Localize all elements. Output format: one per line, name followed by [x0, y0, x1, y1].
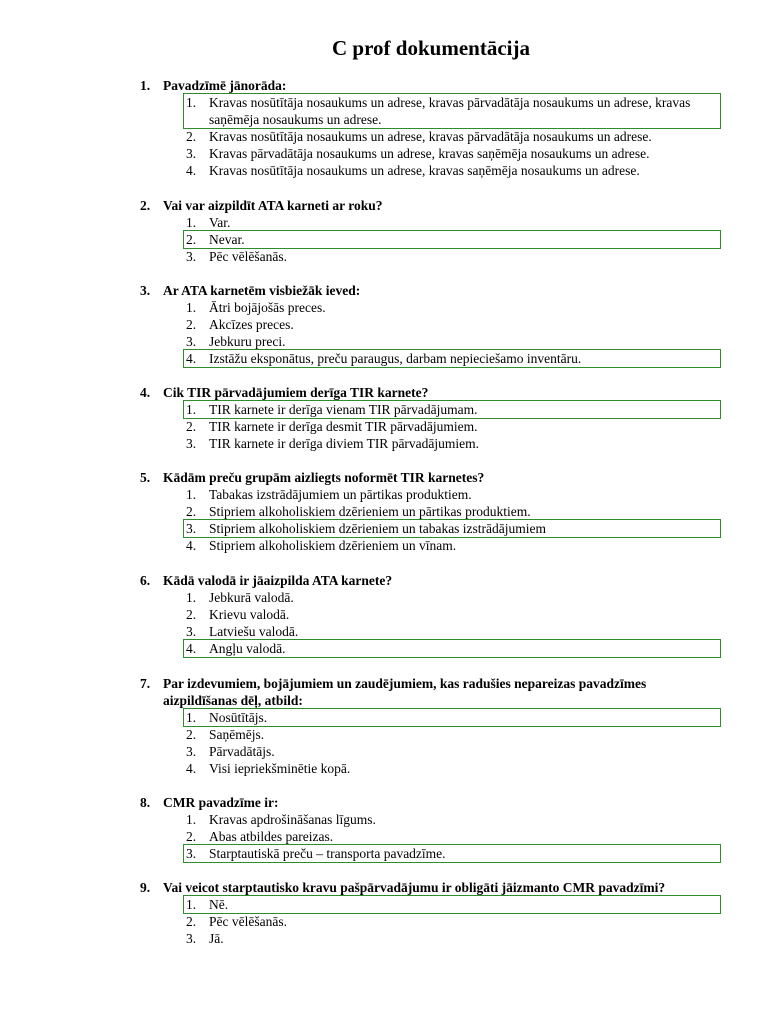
answer-item-correct	[0, 520, 768, 537]
answer-text: Angļu valodā.	[209, 641, 286, 656]
question-text: 3. Ar ATA karnetēm visbiežāk ieved:	[140, 283, 361, 298]
question-number: 7.	[140, 676, 151, 691]
question-text: 5. Kādām preču grupām aizliegts noformēt TIR karnetes?	[140, 470, 485, 485]
answer-item-correct	[0, 640, 768, 657]
answer-number: 2.	[186, 504, 197, 519]
answer-item	[0, 418, 768, 435]
question-4	[0, 384, 768, 452]
question-number: 2.	[140, 198, 151, 213]
answer-number: 1.	[186, 897, 197, 912]
answer-text: Nevar.	[209, 232, 245, 247]
answer-item-correct	[0, 845, 768, 862]
answer-number: 2.	[186, 232, 197, 247]
answer-text: Kravas nosūtītāja nosaukums un adrese, kravas saņēmēja nosaukums un adrese.	[209, 163, 640, 178]
answer-item	[0, 145, 768, 162]
question-6	[0, 572, 768, 657]
question-7	[0, 675, 768, 777]
answer-item	[0, 726, 768, 743]
answer-text: Saņēmējs.	[209, 727, 265, 742]
answer-number: 2.	[186, 419, 197, 434]
question-text: 1. Pavadzīmē jānorāda:	[140, 78, 287, 93]
answer-text: Izstāžu eksponātus, preču paraugus, darbam nepieciešamo inventāru.	[209, 351, 582, 366]
answer-number: 4.	[186, 641, 197, 656]
answer-item-correct	[0, 896, 768, 913]
answer-number: 4.	[186, 351, 197, 366]
answer-text: Visi iepriekšminētie kopā.	[209, 761, 351, 776]
question-number: 3.	[140, 283, 151, 298]
answer-text: Jā.	[209, 931, 224, 946]
answer-item-correct	[0, 231, 768, 248]
answer-text: Abas atbildes pareizas.	[209, 829, 334, 844]
answer-text: TIR karnete ir derīga vienam TIR pārvadājumam.	[209, 402, 478, 417]
answer-item	[0, 214, 768, 231]
page-title: C prof dokumentācija	[332, 36, 530, 60]
answer-number: 2.	[186, 607, 197, 622]
answer-text: Kravas pārvadātāja nosaukums un adrese, kravas saņēmēja nosaukums un adrese.	[209, 146, 650, 161]
answer-text: TIR karnete ir derīga diviem TIR pārvadājumiem.	[209, 436, 480, 451]
answer-item	[0, 486, 768, 503]
answer-item	[0, 760, 768, 777]
question-text: 4. Cik TIR pārvadājumiem derīga TIR karnete?	[140, 385, 429, 400]
answer-text: Var.	[209, 215, 231, 230]
answer-number: 1.	[186, 300, 197, 315]
answer-item	[0, 606, 768, 623]
question-text: 2. Vai var aizpildīt ATA karneti ar roku?	[140, 198, 383, 213]
answer-item	[0, 162, 768, 179]
answer-number: 4.	[186, 538, 197, 553]
answer-item	[0, 913, 768, 930]
question-number: 9.	[140, 880, 151, 895]
question-9	[0, 879, 768, 947]
answer-number: 3.	[186, 846, 197, 861]
answer-text: Stipriem alkoholiskiem dzērieniem un tabakas izstrādājumiem	[209, 521, 547, 536]
answer-item	[0, 128, 768, 145]
answer-item	[0, 537, 768, 554]
answer-item	[0, 828, 768, 845]
answer-item	[0, 299, 768, 316]
answer-item	[0, 333, 768, 350]
answer-text: Ātri bojājošās preces.	[209, 300, 326, 315]
answer-item	[0, 248, 768, 265]
answer-item-correct	[0, 350, 768, 367]
question-2	[0, 197, 768, 265]
answer-item	[0, 743, 768, 760]
answer-number: 2.	[186, 317, 197, 332]
answer-number: 2.	[186, 914, 197, 929]
answer-number: 4.	[186, 163, 197, 178]
answer-number: 2.	[186, 829, 197, 844]
answer-number: 3.	[186, 249, 197, 264]
answer-item-correct	[0, 709, 768, 726]
answer-number: 3.	[186, 334, 197, 349]
answer-text: Pārvadātājs.	[209, 744, 275, 759]
question-number: 4.	[140, 385, 151, 400]
answer-number: 2.	[186, 727, 197, 742]
answer-number: 3.	[186, 146, 197, 161]
question-1	[0, 77, 768, 179]
answer-number: 2.	[186, 129, 197, 144]
answer-text: Pēc vēlēšanās.	[209, 249, 287, 264]
answer-text: Starptautiskā preču – transporta pavadzīme.	[209, 846, 446, 861]
answer-number: 3.	[186, 744, 197, 759]
answer-text: Nē.	[209, 897, 229, 912]
answer-number: 3.	[186, 436, 197, 451]
question-number: 1.	[140, 78, 151, 93]
answer-text: Stipriem alkoholiskiem dzērieniem un pārtikas produktiem.	[209, 504, 531, 519]
question-text: 6. Kādā valodā ir jāaizpilda ATA karnete?	[140, 573, 393, 588]
answer-text: Pēc vēlēšanās.	[209, 914, 287, 929]
answer-item	[0, 435, 768, 452]
answer-number: 1.	[186, 402, 197, 417]
answer-text: Kravas apdrošināšanas līgums.	[209, 812, 376, 827]
answer-item	[0, 930, 768, 947]
question-3	[0, 282, 768, 367]
question-5	[0, 469, 768, 554]
answer-number: 1.	[186, 487, 197, 502]
answer-item	[0, 811, 768, 828]
answer-number: 1.	[186, 215, 197, 230]
answer-number: 3.	[186, 931, 197, 946]
answer-item	[0, 316, 768, 333]
answer-text: Latviešu valodā.	[209, 624, 299, 639]
question-8	[0, 794, 768, 862]
answer-text: Tabakas izstrādājumiem un pārtikas produktiem.	[209, 487, 472, 502]
question-number: 6.	[140, 573, 151, 588]
answer-item-correct	[0, 401, 768, 418]
answer-number: 1.	[186, 95, 197, 110]
answer-text: Jebkurā valodā.	[209, 590, 294, 605]
answer-text: Nosūtītājs.	[209, 710, 268, 725]
answer-text: Krievu valodā.	[209, 607, 290, 622]
answer-text: Akcīzes preces.	[209, 317, 294, 332]
question-number: 5.	[140, 470, 151, 485]
question-text: 9. Vai veicot starptautisko kravu pašpārvadājumu ir obligāti jāizmanto CMR pavadzīmi?	[140, 880, 666, 895]
answer-item	[0, 589, 768, 606]
answer-number: 4.	[186, 761, 197, 776]
answer-item	[0, 623, 768, 640]
answer-number: 1.	[186, 590, 197, 605]
answer-item	[0, 503, 768, 520]
answer-item-correct	[0, 94, 768, 128]
answer-number: 3.	[186, 521, 197, 536]
answer-number: 3.	[186, 624, 197, 639]
question-number: 8.	[140, 795, 151, 810]
answer-text: Stipriem alkoholiskiem dzērieniem un vīnam.	[209, 538, 457, 553]
question-text: 7. Par izdevumiem, bojājumiem un zaudējumiem, kas radušies nepareizas pavadzīmes aizpildīšanas dēļ, atbild:	[140, 676, 647, 708]
answer-number: 1.	[186, 812, 197, 827]
answer-text: Kravas nosūtītāja nosaukums un adrese, kravas pārvadātāja nosaukums un adrese.	[209, 129, 652, 144]
question-text: 8. CMR pavadzīme ir:	[140, 795, 279, 810]
answer-text: TIR karnete ir derīga desmit TIR pārvadājumiem.	[209, 419, 478, 434]
answer-number: 1.	[186, 710, 197, 725]
answer-text: Kravas nosūtītāja nosaukums un adrese, kravas pārvadātāja nosaukums un adrese, kravas saņēmēja nosaukums un adrese.	[209, 95, 691, 127]
answer-text: Jebkuru preci.	[209, 334, 286, 349]
